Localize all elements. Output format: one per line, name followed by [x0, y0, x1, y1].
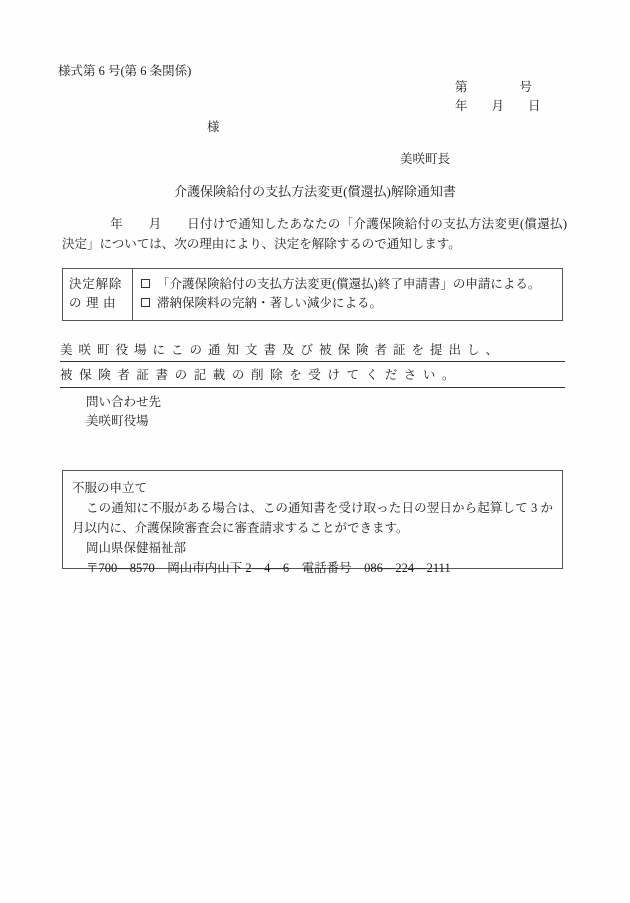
date-month-label: 月: [491, 99, 505, 113]
reason-option-row[interactable]: [141, 294, 556, 313]
date-year-label: 年: [455, 99, 468, 113]
reason-option-label: 「介護保険給付の支払方法変更(償還払)終了申請書」の申請による。: [157, 277, 541, 291]
contact-block: [86, 393, 161, 432]
document-number-suffix: 号: [519, 80, 533, 94]
checkbox-icon[interactable]: [141, 298, 150, 307]
document-number-line: [455, 78, 532, 97]
instruction-block: [60, 341, 565, 392]
body-line-1: 年 月 日付けで通知したあなたの「介護保険給付の支払方法変更(償還払): [110, 217, 567, 231]
instruction-line-1: 美咲町役場にこの通知文書及び被保険者証を提出し、: [60, 341, 565, 362]
document-date-line: [455, 97, 541, 116]
reason-option-row[interactable]: [141, 275, 556, 294]
reason-table-label: [63, 269, 133, 320]
reason-label-line-2: の理由: [69, 295, 121, 310]
appeal-notice-box: [62, 470, 563, 575]
contact-heading: 問い合わせ先: [86, 395, 162, 409]
reason-table-items: [133, 269, 562, 320]
checkbox-icon[interactable]: [141, 279, 150, 288]
instruction-line-2: 被保険者証書の記載の削除を受けてください。: [60, 366, 565, 387]
body-paragraph: [62, 214, 567, 255]
reason-table: [62, 268, 563, 321]
appeal-address: 〒700—8570 岡山市内山下 2—4—6 電話番号 086—224—2111: [86, 561, 451, 575]
form-number: 様式第 6 号(第 6 条関係): [58, 64, 192, 78]
reason-label-line-1: 決定解除: [69, 277, 123, 291]
contact-office: 美咲町役場: [86, 414, 149, 429]
document-title: 介護保険給付の支払方法変更(償還払)解除通知書: [174, 184, 456, 199]
appeal-organization: 岡山県保健福祉部: [86, 541, 187, 555]
reason-option-label: 滞納保険料の完納・著しい減少による。: [157, 295, 383, 310]
issuer-name: 美咲町長: [400, 152, 451, 166]
addressee-honorific: 様: [207, 120, 220, 134]
document-number-prefix: 第: [455, 80, 468, 94]
appeal-paragraph: この通知に不服がある場合は、この通知書を受け取った日の翌日から起算して 3 か月以内に、介護保険審査会に審査請求することができます。: [72, 501, 553, 535]
date-day-label: 日: [528, 99, 541, 113]
body-line-2: 決定」については、次の理由により、決定を解除するので通知します。: [62, 237, 461, 252]
appeal-title: 不服の申立て: [72, 481, 148, 495]
